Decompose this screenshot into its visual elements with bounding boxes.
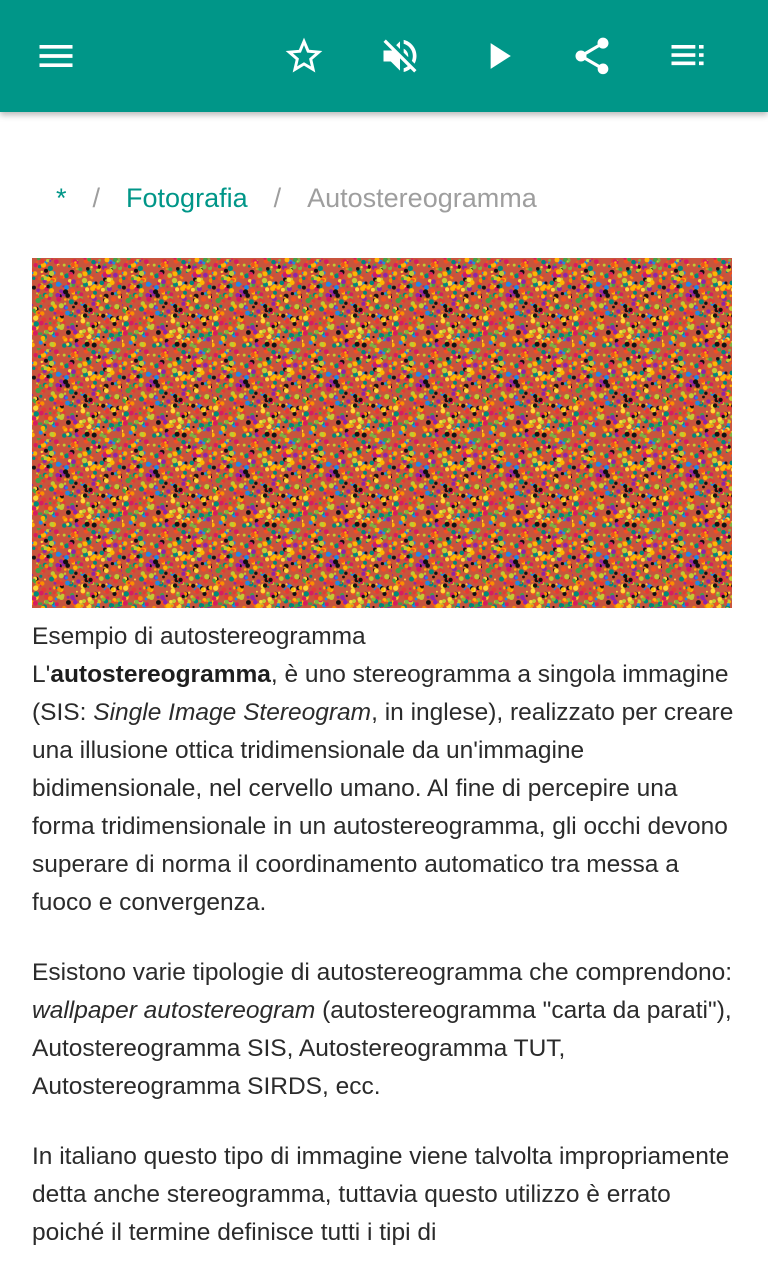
favorite-button[interactable] [272,24,336,88]
intro-text: , è uno stereogramma a singola immagine (SIS: [32,661,729,726]
note-paragraph: In italiano questo tipo di immagine viene talvolta impropriamente detta anche stereogramma, tuttavia questo utilizzo è errato poiché il termine definisce tutti i tipi di [32,1143,730,1246]
breadcrumb-home-link[interactable]: * [56,182,67,213]
play-button[interactable] [466,24,530,88]
playlist-icon [666,34,710,78]
intro-term: autostereogramma [50,661,271,688]
breadcrumb-separator: / [92,182,101,213]
share-button[interactable] [560,24,624,88]
intro-paragraph [32,656,736,922]
intro-text: L' [32,661,51,688]
breadcrumb-separator: / [273,182,282,213]
share-icon [570,34,614,78]
types-term: wallpaper autostereogram [32,997,316,1024]
app-toolbar [0,0,768,112]
autostereogram-pattern [32,258,732,608]
star-outline-icon [282,34,326,78]
intro-text: , in inglese), realizzato per creare una illusione ottica tridimensionale da un'immagine bidimensionale, nel cervello umano. Al fine di percepire una forma tridimensionale in un autostereogramma, gli occhi devono superare di norma il coordinamento automatico tra messa a fuoco e convergenza. [32,699,734,916]
playlist-button[interactable] [656,24,720,88]
breadcrumb-category-link[interactable]: Fotografia [126,182,248,213]
image-caption: Esempio di autostereogramma [32,623,366,650]
volume-off-icon [378,34,422,78]
breadcrumb [56,178,537,218]
menu-button[interactable] [24,24,88,88]
intro-term-english: Single Image Stereogram [93,699,372,726]
types-paragraph [32,954,736,1106]
menu-icon [34,34,78,78]
types-text: Esistono varie tipologie di autostereogramma che comprendono: [32,959,733,986]
play-icon [476,34,520,78]
types-text: (autostereogramma "carta da parati"), Autostereogramma SIS, Autostereogramma TUT, Autostereogramma SIRDS, ecc. [32,997,732,1100]
breadcrumb-current: Autostereogramma [307,182,537,213]
mute-button[interactable] [368,24,432,88]
article-body [32,618,736,1280]
autostereogram-image[interactable] [32,258,732,608]
